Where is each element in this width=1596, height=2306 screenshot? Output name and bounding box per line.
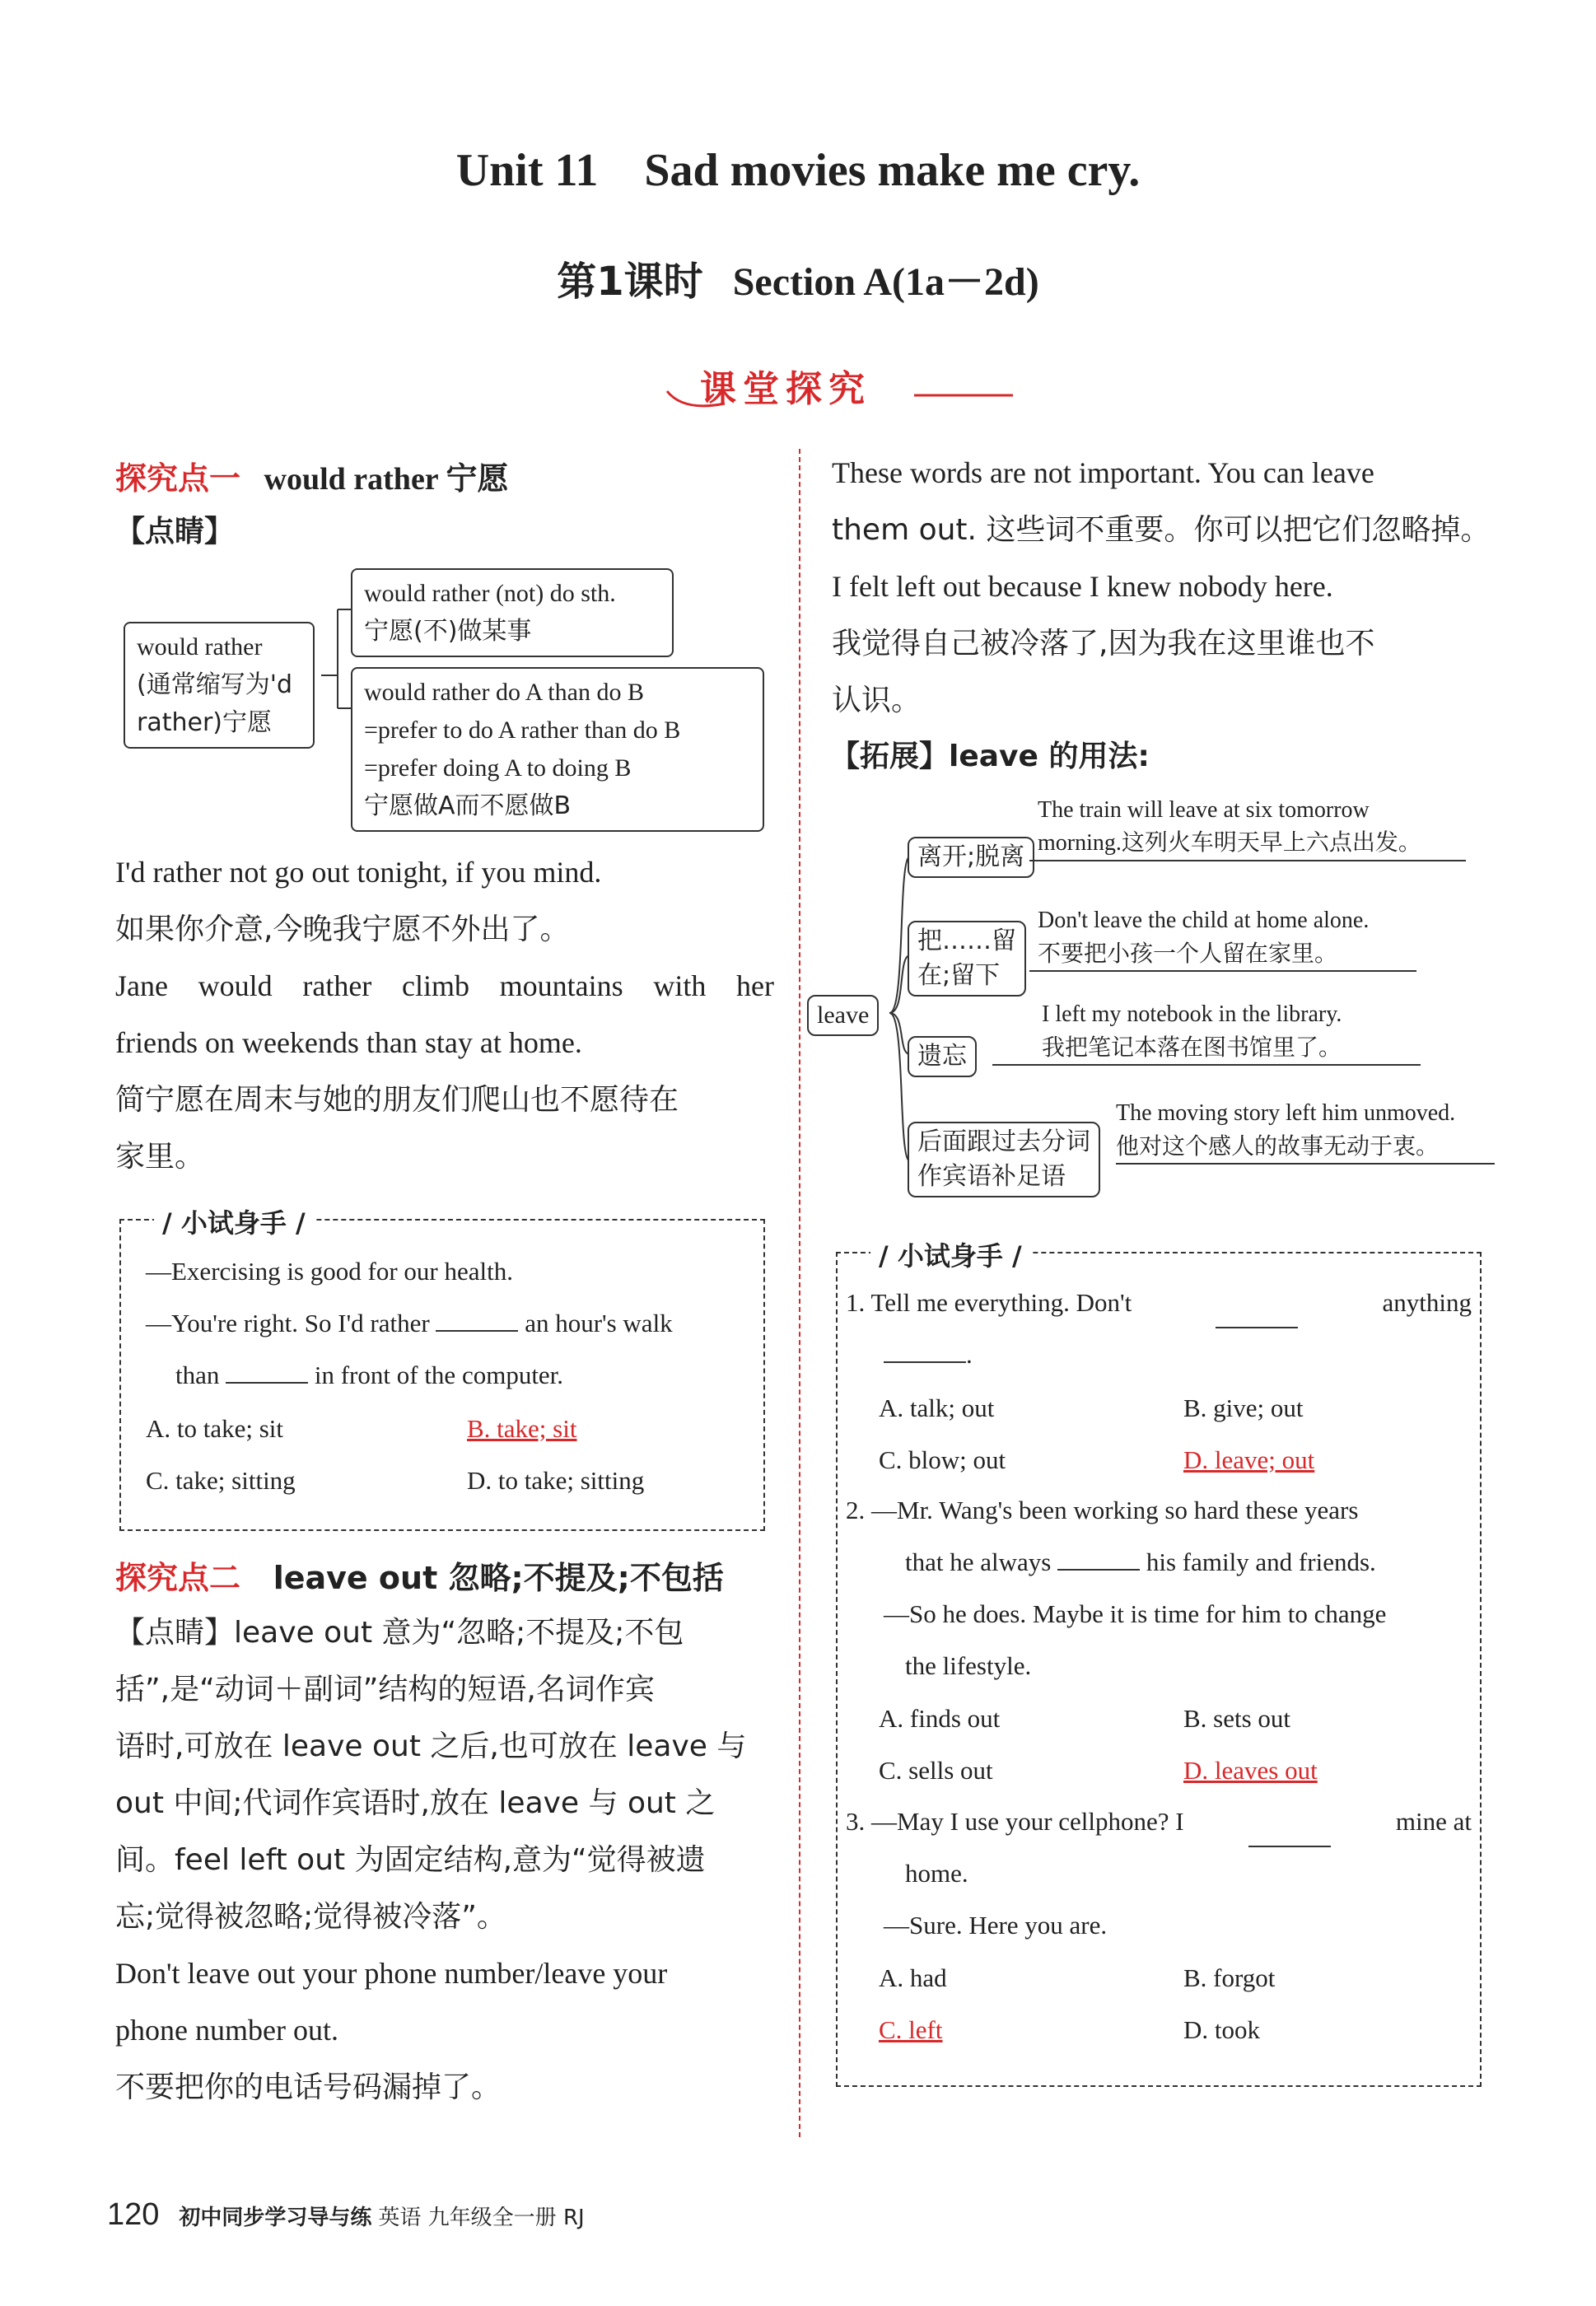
try-box-1: [119, 1207, 765, 1531]
lesson-subtitle: 第1课时 Section A(1a－2d): [557, 259, 1039, 305]
try1-option-d[interactable]: D. to take; sitting: [467, 1466, 645, 1495]
tree-example-cn-1: morning.这列火车明天早上六点出发。: [1029, 827, 1466, 861]
tree-root: leave: [807, 995, 879, 1036]
try2-q2-option-a[interactable]: A. finds out: [879, 1704, 1001, 1733]
would-rather-map: [124, 560, 766, 840]
try2-q3: 3. —May I use your cellphone? I mine at home. —Sure. Here you are.: [846, 1795, 1472, 1951]
tree-example-en-4: The moving story left him unmoved.: [1116, 1100, 1456, 1126]
map-branch-1: would rather (not) do sth. 宁愿(不)做某事: [351, 568, 674, 657]
tree-example-en-1: The train will leave at six tomorrow: [1038, 797, 1370, 823]
tree-example-en-2: Don't leave the child at home alone.: [1038, 908, 1370, 933]
point1-examples: I'd rather not go out tonight, if you mind. 如果你介意,今晚我宁愿不外出了。 Jane would rather climb mountains with her friends on weekends than stay at home. 简宁愿在周末与她的朋友们爬山也不愿待在 家里。: [115, 856, 774, 1174]
column-divider: [799, 449, 800, 2137]
try2-title: / 小试身手 /: [870, 1235, 1030, 1273]
section-banner: [659, 354, 1021, 420]
point2-body: 【点睛】leave out 意为“忽略;不提及;不包 括”,是“动词＋副词”结构的短语,名词作宾 语时,可放在 leave out 之后,也可放在 leave 与 out 中间;代词作宾语时,放在 leave 与 out 之 间。feel left out 为固定结构,意为“觉得被遗 忘;觉得被忽略;觉得被冷落”。 Don't leave out your phone number/leave your phone number out. 不要把你的电话号码漏掉了。: [115, 1616, 747, 2104]
try2-q1: 1. Tell me everything. Don't anything .: [846, 1277, 1472, 1380]
page-footer: [107, 2197, 585, 2233]
try2-q1-option-c[interactable]: C. blow; out: [879, 1445, 1006, 1474]
try2-q1-option-d[interactable]: D. leave; out: [1183, 1445, 1315, 1474]
map-branch-2: would rather do A than do B =prefer to do A rather than do B =prefer doing A to doing B 宁愿做A而不愿做B: [351, 667, 764, 832]
tree-example-cn-2: 不要把小孩一个人留在家里。: [1029, 937, 1416, 972]
try2-q3-option-d[interactable]: D. took: [1183, 2015, 1260, 2044]
tree-example-en-3: I left my notebook in the library.: [1042, 1001, 1342, 1027]
leave-tree: [807, 782, 1515, 1211]
try1-option-a[interactable]: A. to take; sit: [146, 1414, 284, 1443]
right-examples: These words are not important. You can leave them out. 这些词不重要。你可以把它们忽略掉。 I felt left out because I knew nobody here. 我觉得自己被冷落了,因为我在这里谁也不 认识。: [832, 456, 1491, 717]
point2-heading: 探究点二 leave out 忽略;不提及;不包括: [115, 1560, 724, 1596]
try2-q1-option-a[interactable]: A. talk; out: [879, 1393, 995, 1422]
tree-branch-forget: 遗忘: [908, 1036, 977, 1077]
tree-branch-complement: 后面跟过去分词 作宾语补足语: [908, 1122, 1100, 1197]
try2-q2: 2. —Mr. Wang's been working so hard these years that he always his family and friends. —So he does. Maybe it is time for him to change the lifestyle.: [846, 1496, 1387, 1680]
point1-dianjing: 【点睛】: [115, 515, 235, 548]
unit-title: Unit 11 Sad movies make me cry.: [455, 145, 1141, 196]
banner-text: 课堂探究: [700, 368, 871, 410]
book-subject: 英语 九年级全一册 RJ: [378, 2206, 585, 2230]
book-title: 初中同步学习导与练: [179, 2206, 372, 2230]
tree-branch-leave-behind: 把……留 在;留下: [908, 921, 1026, 997]
try2-q3-option-b[interactable]: B. forgot: [1183, 1963, 1276, 1992]
try1-title: / 小试身手 /: [154, 1202, 314, 1240]
try2-q2-option-c[interactable]: C. sells out: [879, 1756, 993, 1785]
try1-option-c[interactable]: C. take; sitting: [146, 1466, 296, 1495]
map-root: would rather (通常缩写为'd rather)宁愿: [124, 622, 315, 749]
try2-q2-option-d[interactable]: D. leaves out: [1183, 1756, 1318, 1785]
try-box-2: [836, 1240, 1482, 2087]
tree-example-cn-3: 我把笔记本落在图书馆里了。: [992, 1031, 1421, 1066]
point1-heading: 探究点一 would rather 宁愿: [115, 460, 509, 497]
extend-heading: 【拓展】leave 的用法:: [830, 740, 1150, 773]
page-number: 120: [107, 2197, 160, 2232]
try2-q3-option-c[interactable]: C. left: [879, 2015, 943, 2044]
try2-q1-option-b[interactable]: B. give; out: [1183, 1393, 1304, 1422]
try1-option-b[interactable]: B. take; sit: [467, 1414, 577, 1443]
tree-branch-depart: 离开;脱离: [908, 837, 1034, 878]
try1-question: —Exercising is good for our health. —You're right. So I'd rather an hour's walk than in front of the computer.: [146, 1257, 673, 1389]
try2-q2-option-b[interactable]: B. sets out: [1183, 1704, 1291, 1733]
try2-q3-option-a[interactable]: A. had: [879, 1963, 947, 1992]
tree-example-cn-4: 他对这个感人的故事无动于衷。: [1116, 1130, 1495, 1165]
